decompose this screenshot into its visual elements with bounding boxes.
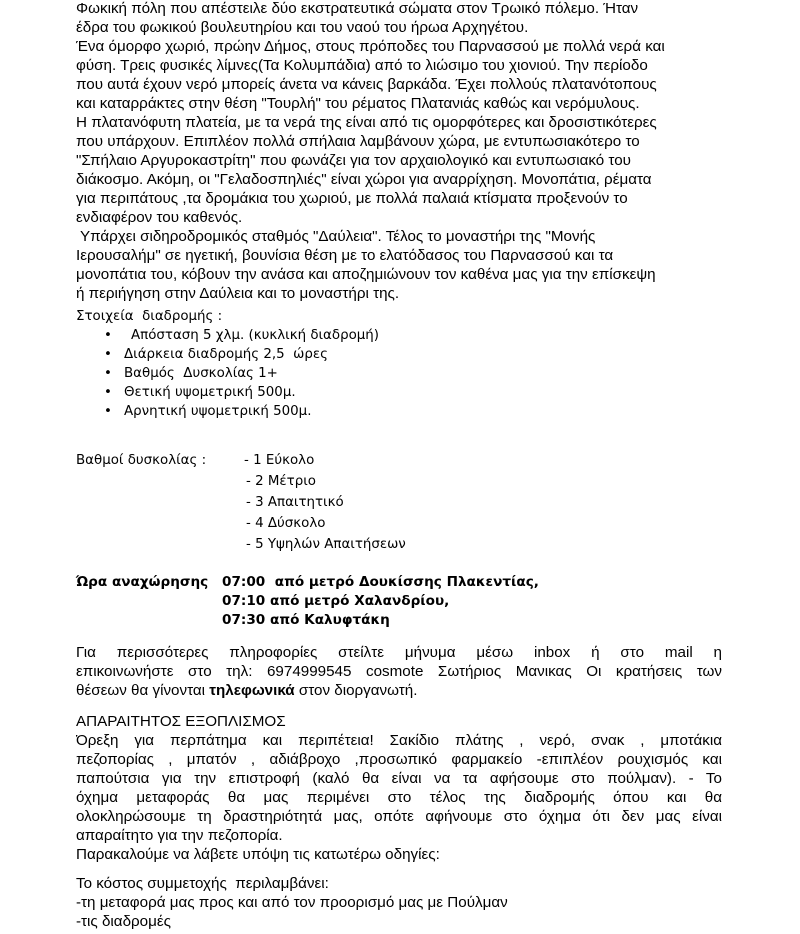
- difficulty-level: - 3 Απαιτητικό: [246, 495, 344, 510]
- cost-item: -τις διαδρομές: [76, 913, 171, 930]
- text-line: Υπάρχει σιδηροδρομικός σταθμός "Δαύλεια". Τέλος το μοναστήρι της "Μονής: [76, 228, 596, 245]
- bullet-icon: •: [104, 366, 112, 381]
- contact-paragraph: [76, 643, 736, 700]
- route-detail-item: • Βαθμός Δυσκολίας 1+: [104, 366, 278, 381]
- departure-time: 07:00 από μετρό Δουκίσσης Πλακεντίας,: [222, 574, 539, 590]
- text-line: ενδιαφέρον του καθενός.: [76, 209, 243, 226]
- route-details-section: [76, 307, 736, 421]
- text-line: παπούτσια για την επιστροφή (καλό θα είναι να τα αφήσουμε στο πούλμαν). - Το: [76, 770, 722, 787]
- departure-time: 07:30 από Καλυφτάκη: [222, 612, 390, 628]
- route-detail-item: • Διάρκεια διαδρομής 2,5 ώρες: [104, 347, 328, 362]
- text-line: ολοκληρώσουμε τη δραστηριότητά μας, οπότε αφήνουμε στο όχημα ότι δεν μας είναι: [76, 808, 722, 825]
- text-line: απαραίτητο για την πεζοπορία.: [76, 827, 283, 844]
- text-line: Όρεξη για περπάτημα και περιπέτεια! Σακίδιο πλάτης , νερό, σνακ , μποτάκια: [76, 732, 722, 749]
- text-line: φύση. Τρεις φυσικές λίμνες(Τα Κολυμπάδια) από το λιώσιμο του χιονιού. Την περίοδο: [76, 57, 648, 74]
- text-line: όχημα μεταφοράς θα μας περιμένει στο τέλος της διαδρομής όπου και θα: [76, 789, 722, 806]
- equipment-section: [76, 712, 736, 864]
- route-detail-item: • Αρνητική υψομετρική 500μ.: [104, 404, 312, 419]
- departure-label: Ώρα αναχώρησης: [76, 574, 209, 590]
- text-line: διάκοσμο. Ακόμη, οι "Γελαδοσπηλιές" είναι χώροι για αναρρίχηση. Μονοπάτια, ρέματα: [76, 171, 652, 188]
- emphasis-text: τηλεφωνικά: [209, 682, 295, 699]
- difficulty-level: - 5 Υψηλών Απαιτήσεων: [246, 537, 406, 552]
- difficulty-levels-section: [76, 450, 736, 555]
- difficulty-level: - 1 Εύκολο: [244, 453, 315, 468]
- departure-section: [76, 573, 736, 630]
- text-line: που αυτά έχουν νερό μπορείς άνετα να κάνεις βαρκάδα. Έχει πολλούς πλατανότοπους: [76, 76, 657, 93]
- intro-paragraph: [76, 0, 736, 303]
- text-line: που υπάρχουν. Επιπλέον πολλά σπήλαια λαμβάνουν χώρα, με εντυπωσιακότερο το: [76, 133, 640, 150]
- difficulty-level: - 4 Δύσκολο: [246, 516, 326, 531]
- text-line: θέσεων θα γίνονται τηλεφωνικά στον διοργανωτή.: [76, 682, 418, 699]
- text-line: για περιπάτους ,τα δρομάκια του χωριού, με πολλά παλαιά κτίσματα προξενούν το: [76, 190, 628, 207]
- route-details-heading: Στοιχεία διαδρομής :: [76, 309, 223, 324]
- text-line: "Σπήλαιο Αργυροκαστρίτη" που φωνάζει για τον αρχαιολογικό και εντυπωσιακό του: [76, 152, 631, 169]
- cost-section: [76, 874, 736, 931]
- text-line: Ένα όμορφο χωριό, πρώην Δήμος, στους πρόποδες του Παρνασσού με πολλά νερά και: [76, 38, 665, 55]
- instructions-note: Παρακαλούμε να λάβετε υπόψη τις κατωτέρω οδηγίες:: [76, 846, 440, 863]
- text-line: Για περισσότερες πληροφορίες στείλτε μήνυμα μέσω inbox ή στο mail η: [76, 644, 722, 661]
- text-line: Φωκική πόλη που απέστειλε δύο εκστρατευτικά σώματα στον Τρωικό πόλεμο. Ήταν: [76, 0, 639, 17]
- cost-heading: Το κόστος συμμετοχής περιλαμβάνει:: [76, 875, 329, 892]
- bullet-icon: •: [104, 347, 112, 362]
- departure-time: 07:10 από μετρό Χαλανδρίου,: [222, 593, 450, 609]
- difficulty-label: Βαθμοί δυσκολίας :: [76, 453, 207, 468]
- equipment-heading: ΑΠΑΡΑΙΤΗΤΟΣ ΕΞΟΠΛΙΣΜΟΣ: [76, 713, 286, 730]
- text-line: πεζοπορίας , μπατόν , αδιάβροχο ,προσωπικό φαρμακείο -επιπλέον ρουχισμός και: [76, 751, 722, 768]
- route-detail-item: • Θετική υψομετρική 500μ.: [104, 385, 296, 400]
- text-line: και καταρράκτες στην θέση "Τουρλή" του ρέματος Πλατανιάς καθώς και νερόμυλους.: [76, 95, 640, 112]
- bullet-icon: •: [104, 328, 112, 343]
- text-line: μονοπάτια του, κόβουν την ανάσα και αποζημιώνουν τον καθένα μας για την επίσκεψη: [76, 266, 656, 283]
- bullet-icon: •: [104, 385, 112, 400]
- text-line: Ιερουσαλήμ" σε ηγετική, βουνίσια θέση με το ελατόδασος του Παρνασσού και τα: [76, 247, 614, 264]
- text-line: Η πλατανόφυτη πλατεία, με τα νερά της είναι από τις ομορφότερες και δροσιστικότερες: [76, 114, 657, 131]
- cost-item: -τη μεταφορά μας προς και από τον προορισμό μας με Πούλμαν: [76, 894, 508, 911]
- difficulty-level: - 2 Μέτριο: [246, 474, 316, 489]
- text-line: επικοινωνήστε στο τηλ: 6974999545 cosmote Σωτήριος Μανικας Οι κρατήσεις των: [76, 663, 722, 680]
- route-detail-item: • Απόσταση 5 χλμ. (κυκλική διαδρομή): [104, 328, 380, 343]
- text-line: έδρα του φωκικού βουλευτηρίου και του ναού του ήρωα Αρχηγέτου.: [76, 19, 529, 36]
- bullet-icon: •: [104, 404, 112, 419]
- text-line: ή περιήγηση στην Δαύλεια και το μοναστήρι της.: [76, 285, 400, 302]
